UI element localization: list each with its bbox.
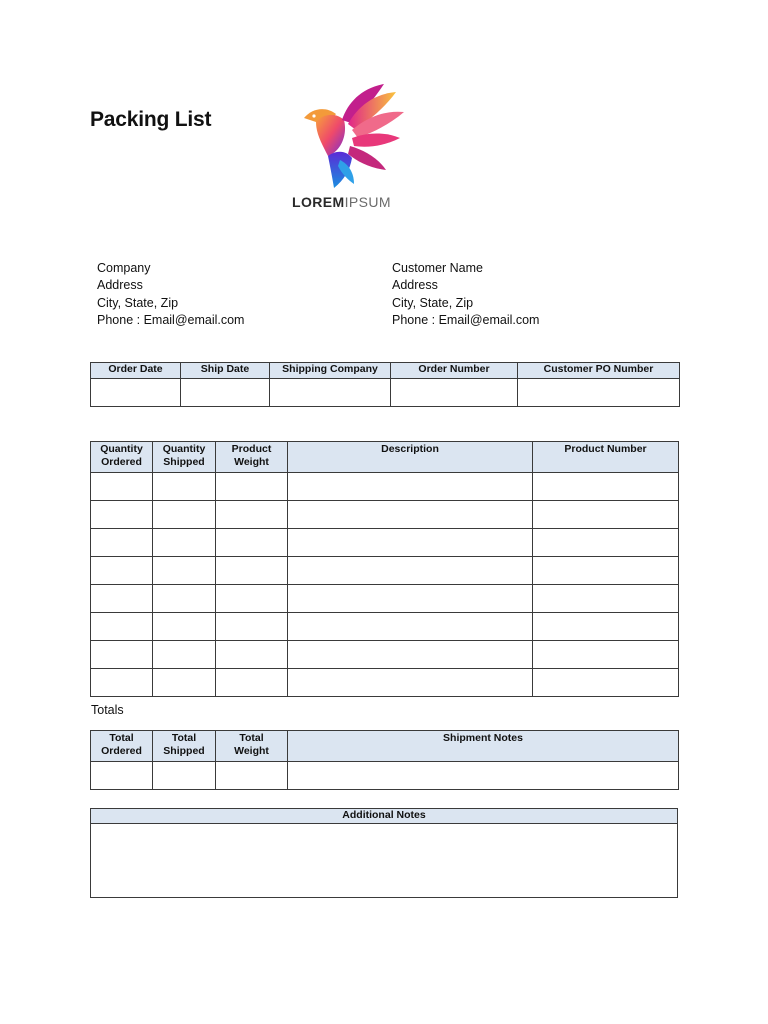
bird-logo-icon [292, 80, 404, 192]
notes-entry-row [91, 824, 678, 898]
table-cell[interactable] [533, 557, 679, 585]
customer-city-state-zip: City, State, Zip [392, 295, 474, 310]
table-cell[interactable] [216, 529, 288, 557]
table-row [91, 613, 679, 641]
header-line: Weight [234, 745, 269, 757]
table-row [91, 473, 679, 501]
sender-company: Company [97, 261, 151, 275]
table-cell[interactable] [153, 557, 216, 585]
table-cell[interactable] [216, 641, 288, 669]
table-cell[interactable] [288, 669, 533, 697]
table-cell[interactable] [91, 501, 153, 529]
totals-header-row [91, 731, 679, 762]
header-line: Ordered [101, 456, 142, 468]
table-cell[interactable] [216, 613, 288, 641]
logo-word-light: IPSUM [344, 194, 391, 210]
shipping-company-header: Shipping Company [270, 363, 391, 379]
header-line: Shipped [163, 745, 205, 757]
table-row [91, 585, 679, 613]
sender-city-state-zip: City, State, Zip [97, 295, 179, 310]
table-cell[interactable] [533, 473, 679, 501]
totals-label: Totals [91, 703, 124, 717]
total-ordered-cell[interactable] [91, 762, 153, 790]
customer-contact: Phone : Email@email.com [392, 312, 540, 327]
order-info-table [90, 362, 680, 407]
table-cell[interactable] [153, 585, 216, 613]
total-weight-cell[interactable] [216, 762, 288, 790]
items-header-row [91, 442, 679, 473]
additional-notes-cell[interactable] [91, 824, 678, 898]
sender-contact: Phone : Email@email.com [97, 312, 245, 327]
additional-notes-table [90, 808, 678, 898]
table-cell[interactable] [533, 613, 679, 641]
total-shipped-cell[interactable] [153, 762, 216, 790]
notes-header-row [91, 809, 678, 824]
table-cell[interactable] [288, 529, 533, 557]
table-row [91, 501, 679, 529]
order-header-row [91, 363, 680, 379]
customer-po-number-header: Customer PO Number [518, 363, 680, 379]
table-cell[interactable] [533, 641, 679, 669]
quantity-shipped-header [153, 442, 216, 473]
items-table [90, 441, 679, 697]
table-cell[interactable] [533, 585, 679, 613]
quantity-ordered-header [91, 442, 153, 473]
sender-address: Address [97, 278, 143, 293]
additional-notes-header: Additional Notes [91, 809, 678, 824]
table-row [91, 669, 679, 697]
table-cell[interactable] [216, 585, 288, 613]
header-line: Ordered [101, 745, 142, 757]
logo-wordmark [292, 194, 404, 210]
product-number-header: Product Number [533, 442, 679, 473]
description-header: Description [288, 442, 533, 473]
table-cell[interactable] [91, 613, 153, 641]
total-ordered-header [91, 731, 153, 762]
logo-word-strong: LOREM [292, 194, 345, 210]
table-cell[interactable] [91, 585, 153, 613]
header-line: Product [231, 443, 272, 455]
order-date-header: Order Date [91, 363, 181, 379]
totals-table [90, 730, 679, 790]
ship-date-cell[interactable] [181, 379, 270, 407]
product-weight-header [216, 442, 288, 473]
table-cell[interactable] [216, 501, 288, 529]
header-line: Weight [234, 456, 269, 468]
table-cell[interactable] [153, 641, 216, 669]
company-logo [292, 80, 412, 216]
table-cell[interactable] [153, 669, 216, 697]
table-cell[interactable] [288, 613, 533, 641]
total-weight-header [216, 731, 288, 762]
table-cell[interactable] [216, 669, 288, 697]
table-row [91, 529, 679, 557]
table-row [91, 641, 679, 669]
table-cell[interactable] [153, 529, 216, 557]
table-cell[interactable] [533, 501, 679, 529]
header-line: Total [171, 732, 197, 744]
table-cell[interactable] [91, 641, 153, 669]
table-cell[interactable] [153, 613, 216, 641]
customer-po-number-cell[interactable] [518, 379, 680, 407]
order-entry-row [91, 379, 680, 407]
page-title: Packing List [90, 108, 212, 131]
table-cell[interactable] [153, 473, 216, 501]
totals-entry-row [91, 762, 679, 790]
table-cell[interactable] [216, 473, 288, 501]
table-cell[interactable] [91, 557, 153, 585]
table-cell[interactable] [91, 473, 153, 501]
sender-address-block [97, 260, 244, 329]
table-cell[interactable] [91, 529, 153, 557]
order-date-cell[interactable] [91, 379, 181, 407]
table-cell[interactable] [533, 529, 679, 557]
table-row [91, 557, 679, 585]
customer-address-block [392, 260, 539, 329]
table-cell[interactable] [91, 669, 153, 697]
shipment-notes-cell[interactable] [288, 762, 679, 790]
table-cell[interactable] [216, 557, 288, 585]
header-line: Quantity [100, 443, 143, 455]
table-cell[interactable] [288, 473, 533, 501]
order-number-cell[interactable] [391, 379, 518, 407]
header-line: Total [239, 732, 264, 744]
table-cell[interactable] [288, 641, 533, 669]
table-cell[interactable] [288, 501, 533, 529]
order-number-header: Order Number [391, 363, 518, 379]
customer-name: Customer Name [392, 261, 483, 275]
header-line: Total [109, 732, 134, 744]
total-shipped-header [153, 731, 216, 762]
table-cell[interactable] [153, 501, 216, 529]
shipment-notes-header: Shipment Notes [288, 731, 679, 762]
ship-date-header: Ship Date [181, 363, 270, 379]
header-line: Quantity [162, 443, 206, 455]
table-cell[interactable] [288, 585, 533, 613]
shipping-company-cell[interactable] [270, 379, 391, 407]
table-cell[interactable] [533, 669, 679, 697]
header-line: Shipped [163, 456, 205, 468]
customer-address: Address [392, 278, 438, 293]
table-cell[interactable] [288, 557, 533, 585]
